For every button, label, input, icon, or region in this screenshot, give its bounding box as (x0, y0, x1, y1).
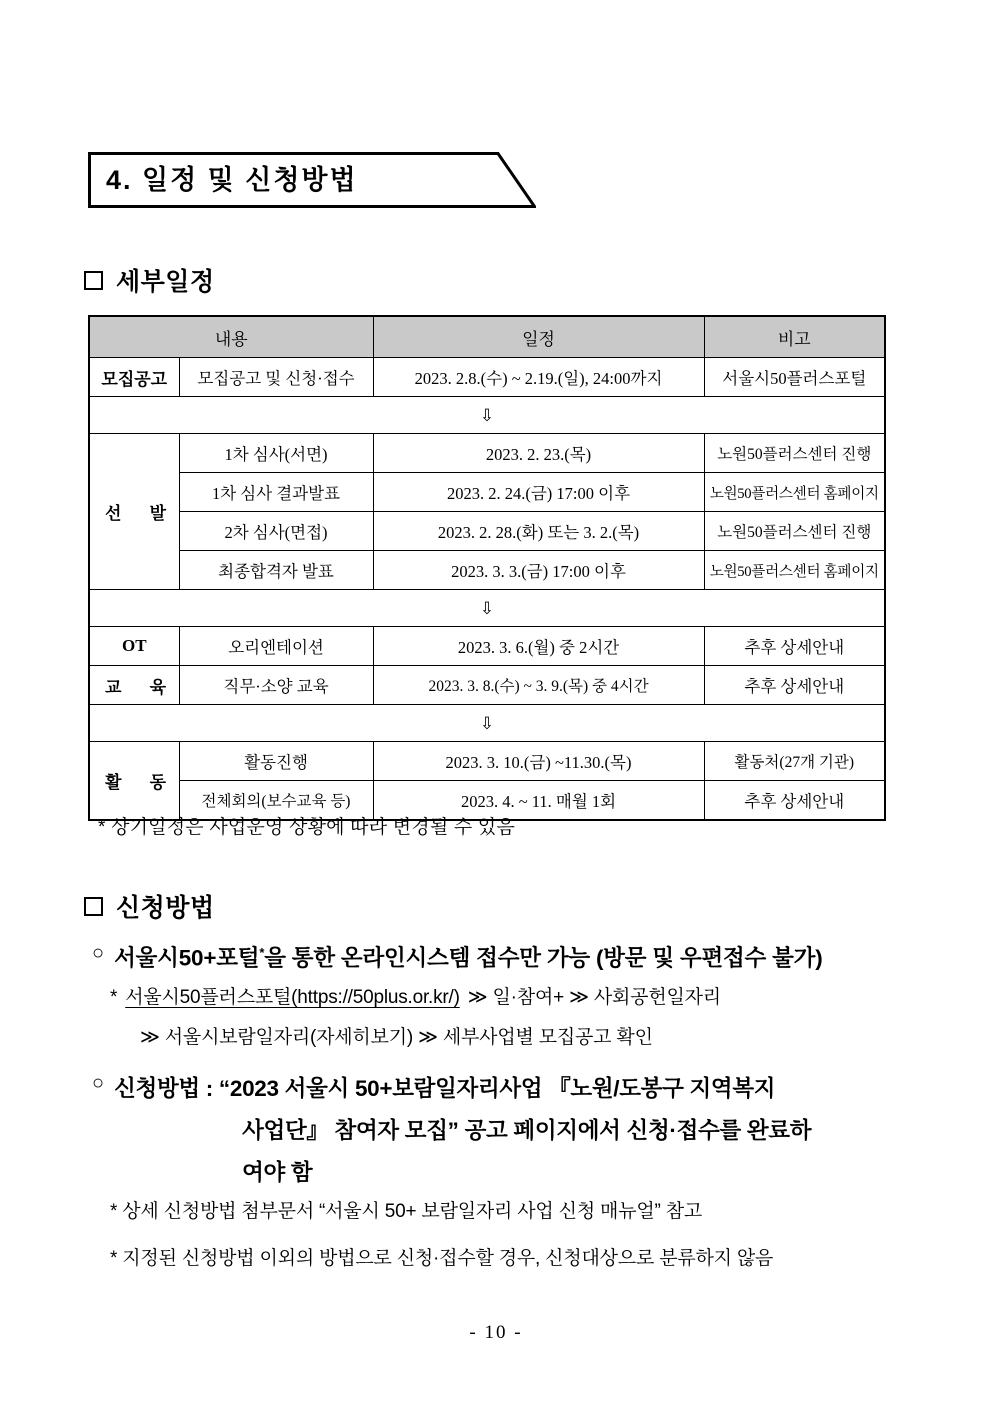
square-bullet-icon (84, 271, 103, 290)
row-item: 모집공고 및 신청·접수 (179, 358, 373, 397)
arrow-cell (89, 397, 885, 434)
row-date: 2023. 2. 24.(금) 17:00 이후 (373, 473, 704, 512)
row-category: OT (89, 627, 179, 666)
apply-method-paragraph (114, 1068, 811, 1194)
row-remark: 활동처(27개 기관) (704, 742, 885, 781)
table-arrow-row (89, 705, 885, 742)
circle-bullet-icon: ○ (92, 942, 105, 964)
heading-schedule (84, 262, 215, 298)
portal-path-note-line1 (110, 982, 721, 1009)
table-row (89, 473, 885, 512)
page-number: - 10 - (469, 1322, 523, 1343)
arrow-cell (89, 590, 885, 627)
row-remark: 추후 상세안내 (704, 781, 885, 821)
row-remark: 노원50플러스센터 진행 (704, 512, 885, 551)
table-row (89, 627, 885, 666)
row-item: 2차 심사(면접) (179, 512, 373, 551)
row-item: 1차 심사 결과발표 (179, 473, 373, 512)
apply-method-line-1: 신청방법 : “2023 서울시 50+보람일자리사업 『노원/도봉구 지역복지 (114, 1076, 776, 1101)
row-date: 2023. 2. 28.(화) 또는 3. 2.(목) (373, 512, 704, 551)
column-header-content: 내용 (89, 316, 373, 358)
row-date: 2023. 3. 3.(금) 17:00 이후 (373, 551, 704, 590)
row-remark: 노원50플러스센터 홈페이지 (704, 551, 885, 590)
apply-method-line-2: 사업단』 참여자 모집” 공고 페이지에서 신청·접수를 완료하 (242, 1118, 812, 1143)
apply-note-manual-text: * 상세 신청방법 첨부문서 “서울시 50+ 보람일자리 사업 신청 매뉴얼” 참고 (110, 1201, 703, 1222)
row-category-activity: 활 동 (89, 742, 179, 821)
portal-name: 서울시50+포털 (114, 945, 260, 971)
table-arrow-row (89, 590, 885, 627)
row-date: 2023. 2. 23.(목) (373, 434, 704, 473)
table-row (89, 358, 885, 397)
row-item: 활동진행 (179, 742, 373, 781)
apply-bullet-online (92, 938, 823, 974)
footnote-star-icon: * (110, 987, 118, 1008)
apply-note-manual (110, 1196, 702, 1223)
section-banner (88, 152, 536, 208)
row-category: 교 육 (89, 666, 179, 705)
circle-bullet-icon: ○ (92, 1072, 105, 1094)
down-arrow-icon: ⇩ (479, 713, 495, 734)
row-category: 모집공고 (89, 358, 179, 397)
heading-apply-label: 신청방법 (116, 894, 215, 922)
table-arrow-row (89, 397, 885, 434)
row-item: 1차 심사(서면) (179, 434, 373, 473)
row-item: 오리엔테이션 (179, 627, 373, 666)
row-item: 최종합격자 발표 (179, 551, 373, 590)
table-row (89, 512, 885, 551)
heading-schedule-label: 세부일정 (116, 268, 215, 296)
apply-bullet-online-text (114, 938, 822, 974)
row-remark: 노원50플러스센터 홈페이지 (704, 473, 885, 512)
row-remark: 노원50플러스센터 진행 (704, 434, 885, 473)
table-row (89, 742, 885, 781)
row-item: 전체회의(보수교육 등) (179, 781, 373, 821)
row-date: 2023. 3. 6.(월) 중 2시간 (373, 627, 704, 666)
portal-path-note-line2 (140, 1022, 653, 1049)
down-arrow-icon: ⇩ (479, 598, 495, 619)
column-header-remark: 비고 (704, 316, 885, 358)
row-remark: 추후 상세안내 (704, 666, 885, 705)
row-remark: 추후 상세안내 (704, 627, 885, 666)
row-remark: 서울시50플러스포털 (704, 358, 885, 397)
portal-path-2: ≫ 서울시보람일자리(자세히보기) ≫ 세부사업별 모집공고 확인 (140, 1027, 653, 1048)
apply-note-invalid-text: * 지정된 신청방법 이외의 방법으로 신청·접수할 경우, 신청대상으로 분류하지 않음 (110, 1248, 774, 1269)
footnote-star-marker: * (259, 945, 265, 960)
down-arrow-icon: ⇩ (479, 405, 495, 426)
row-date: 2023. 3. 10.(금) ~11.30.(목) (373, 742, 704, 781)
row-item: 직무·소양 교육 (179, 666, 373, 705)
heading-apply (84, 888, 215, 924)
row-date: 2023. 4. ~ 11. 매월 1회 (373, 781, 704, 821)
table-row (89, 666, 885, 705)
apply-bullet-online-rest: 을 통한 온라인시스템 접수만 가능 (방문 및 우편접수 불가) (264, 945, 823, 971)
schedule-table (88, 315, 886, 821)
arrow-cell (89, 705, 885, 742)
table-footnote: * 상기일정은 사업운영 상황에 따라 변경될 수 있음 (98, 817, 516, 838)
apply-method-line-3: 여야 함 (242, 1160, 313, 1185)
portal-url-link[interactable]: 서울시50플러스포털(https://50plus.or.kr/) (125, 987, 460, 1008)
apply-note-invalid (110, 1243, 773, 1270)
table-row (89, 434, 885, 473)
row-date: 2023. 2.8.(수) ~ 2.19.(일), 24:00까지 (373, 358, 704, 397)
table-row (89, 551, 885, 590)
row-date: 2023. 3. 8.(수) ~ 3. 9.(목) 중 4시간 (373, 666, 704, 705)
table-header-row (89, 316, 885, 358)
square-bullet-icon (84, 897, 103, 916)
column-header-schedule: 일정 (373, 316, 704, 358)
apply-bullet-method (92, 1068, 811, 1194)
portal-path-1: ≫ 일·참여+ ≫ 사회공헌일자리 (467, 987, 721, 1008)
page-title: 4. 일정 및 신청방법 (106, 165, 358, 195)
row-category-selection: 선 발 (89, 434, 179, 590)
